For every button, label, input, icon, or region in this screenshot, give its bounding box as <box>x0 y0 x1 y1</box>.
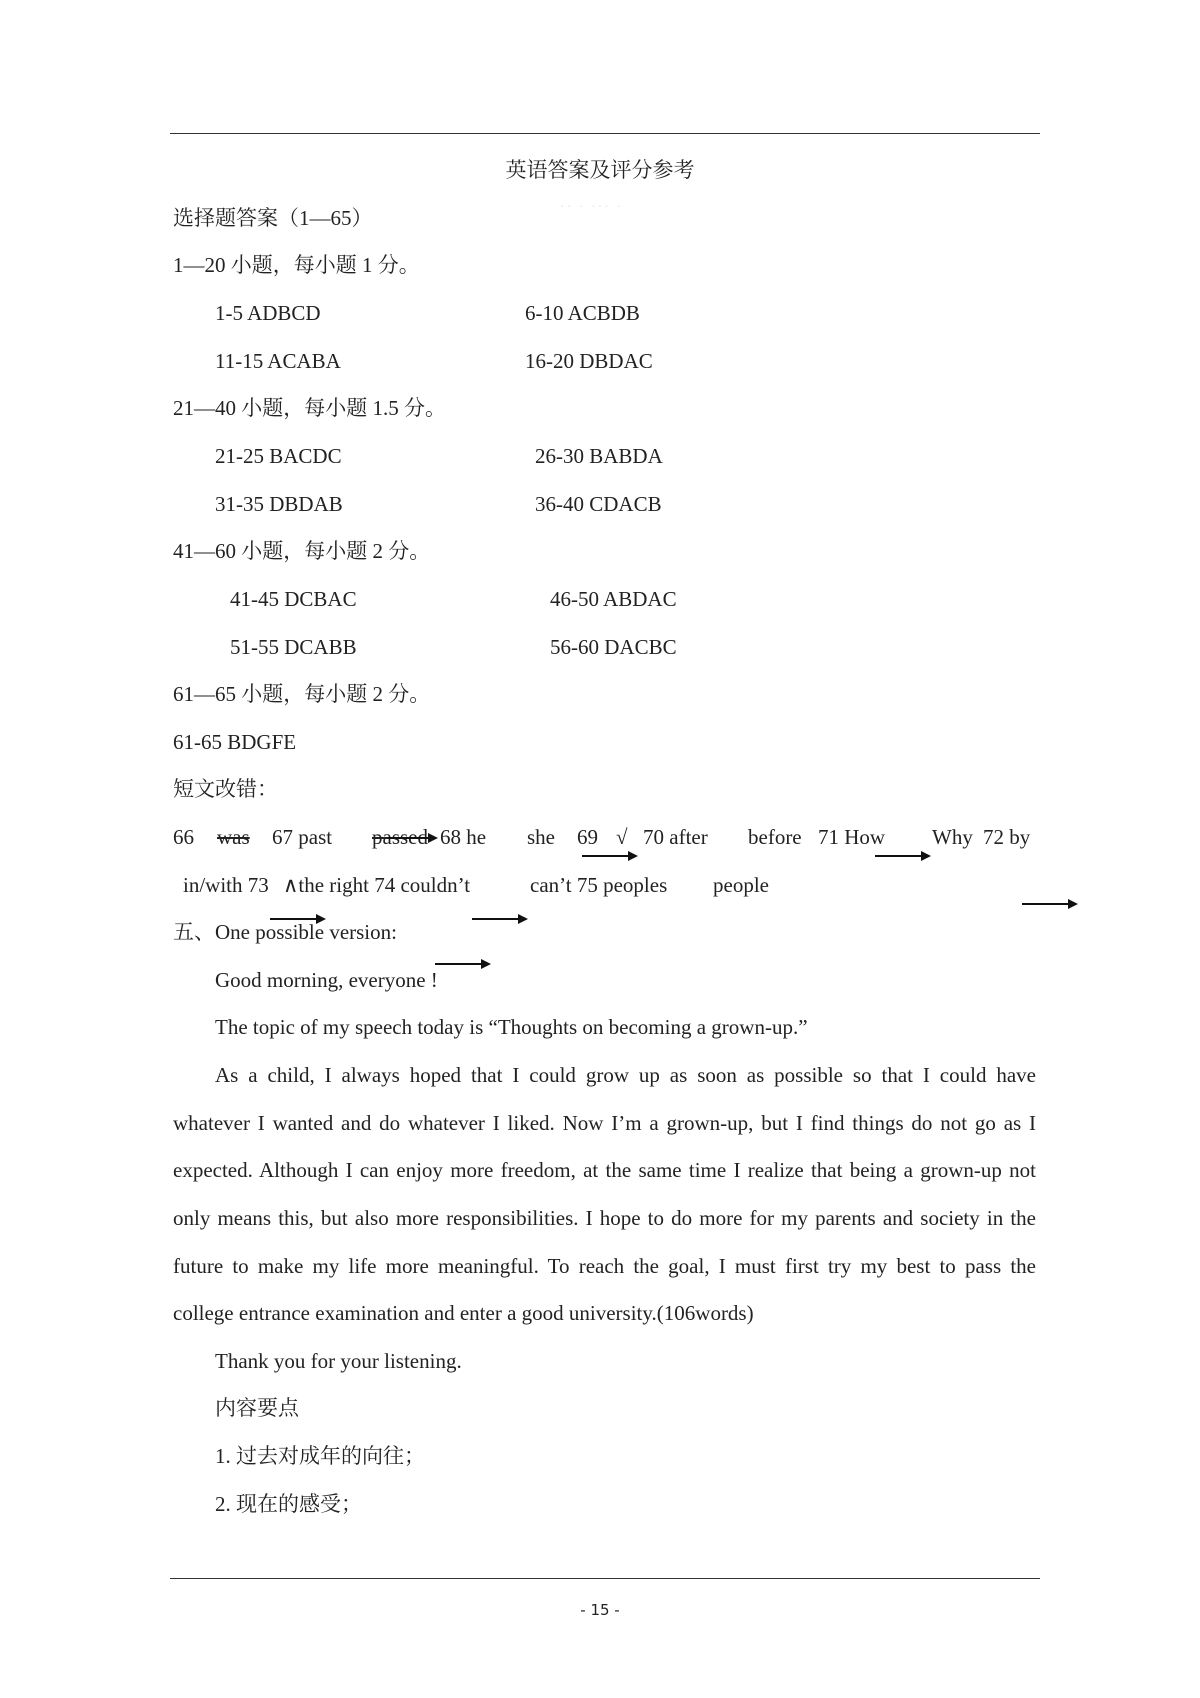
correction-original: 68 he <box>440 825 487 849</box>
answer-group: 11-15 ACABA <box>215 349 341 373</box>
correction-replacement: before <box>748 825 802 849</box>
point-item: 1. 过去对成年的向往； <box>215 1444 425 1468</box>
answer-group: 56-60 DACBC <box>550 635 677 659</box>
answer-group: 16-20 DBDAC <box>525 349 653 373</box>
faint-watermark: ·· · ··· · <box>560 200 624 215</box>
correction-original: can’t 75 peoples <box>530 873 668 897</box>
arrow-right-icon <box>388 831 438 845</box>
page-title: 英语答案及评分参考 <box>505 158 695 182</box>
header-rule <box>170 133 1040 134</box>
answer-group: 36-40 CDACB <box>535 492 662 516</box>
essay-line: As a child, I always hoped that I could grow up as soon as possible so that I could have <box>215 1063 1036 1087</box>
essay-greeting: Good morning, everyone ! <box>215 968 438 992</box>
correction-original: 67 past <box>272 825 333 849</box>
correction-heading: 短文改错： <box>173 777 278 801</box>
arrow-right-icon <box>1022 897 1078 911</box>
correction-deleted-word: was <box>217 825 250 849</box>
essay-closing: Thank you for your listening. <box>215 1349 462 1373</box>
correction-replacement: people <box>713 873 769 897</box>
section1-heading: 1—20 小题，每小题 1 分。 <box>173 253 420 277</box>
page-number: - 15 - <box>580 1601 620 1619</box>
answer-group: 51-55 DCABB <box>230 635 357 659</box>
correction-replacement: in/with 73 <box>183 873 269 897</box>
answer-group: 26-30 BABDA <box>535 444 663 468</box>
essay-line: future to make my life more meaningful. To reach the goal, I must first try my best to pass the <box>173 1254 1036 1278</box>
correction-number: 69 <box>577 825 598 849</box>
answer-group: 31-35 DBDAB <box>215 492 343 516</box>
correction-original: 72 by <box>983 825 1031 849</box>
section2-heading: 21—40 小题，每小题 1.5 分。 <box>173 396 446 420</box>
essay-line: college entrance examination and enter a good university.(106words) <box>173 1301 754 1325</box>
section4-heading: 61—65 小题，每小题 2 分。 <box>173 682 431 706</box>
points-heading: 内容要点 <box>215 1396 299 1420</box>
essay-line: expected. Although I can enjoy more freedom, at the same time I realize that being a grown-up not <box>173 1158 1036 1182</box>
correction-original: ∧the right 74 couldn’t <box>283 873 471 897</box>
correction-replacement: passed <box>372 825 428 849</box>
answer-group: 21-25 BACDC <box>215 444 342 468</box>
correction-number: 66 <box>173 825 194 849</box>
correction-original: 71 How <box>818 825 886 849</box>
essay-heading: 五、One possible version: <box>173 920 397 944</box>
section3-heading: 41—60 小题，每小题 2 分。 <box>173 539 431 563</box>
correction-check-mark: √ <box>616 825 628 849</box>
arrow-right-icon <box>435 957 491 971</box>
arrow-right-icon <box>472 912 528 926</box>
correction-replacement: Why <box>932 825 973 849</box>
correction-replacement: she <box>527 825 555 849</box>
essay-line: only means this, but also more responsibilities. I hope to do more for my parents and society in the <box>173 1206 1036 1230</box>
arrow-right-icon <box>582 849 638 863</box>
correction-original: 70 after <box>643 825 708 849</box>
answer-group: 46-50 ABDAC <box>550 587 677 611</box>
footer-rule <box>170 1578 1040 1579</box>
answer-group: 6-10 ACBDB <box>525 301 640 325</box>
point-item: 2. 现在的感受； <box>215 1492 362 1516</box>
mc-heading: 选择题答案（1—65） <box>173 206 373 230</box>
essay-line: whatever I wanted and do whatever I liked. Now I’m a grown-up, but I find things do not go as I <box>173 1111 1036 1135</box>
answer-group: 1-5 ADBCD <box>215 301 321 325</box>
essay-topic: The topic of my speech today is “Thoughts on becoming a grown-up.” <box>215 1015 808 1039</box>
answer-group: 41-45 DCBAC <box>230 587 357 611</box>
arrow-right-icon <box>875 849 931 863</box>
answer-group: 61-65 BDGFE <box>173 730 297 754</box>
